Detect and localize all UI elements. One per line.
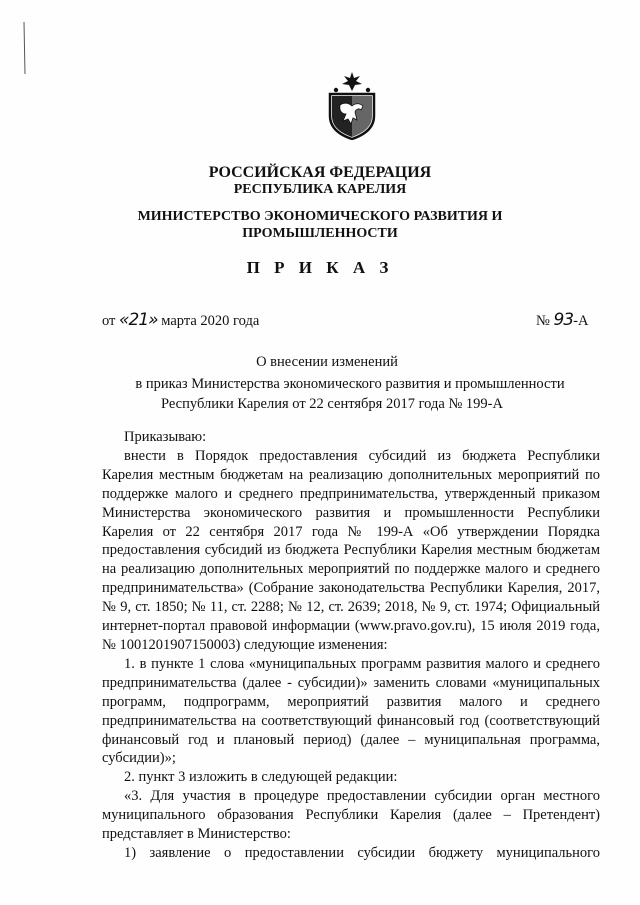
republic-name: РЕСПУБЛИКА КАРЕЛИЯ bbox=[233, 182, 407, 197]
paragraph-item-3-text: «3. Для участия в процедуре предоставлении субсидии орган местного муниципального образования Республики Карелия (далее – Претендент) представляет в Министерство: bbox=[102, 788, 600, 843]
karelia-coat-of-arms-icon bbox=[326, 72, 378, 140]
date-rest: марта 2020 года bbox=[161, 313, 260, 329]
ministry-name-line1: МИНИСТЕРСТВО ЭКОНОМИЧЕСКОГО РАЗВИТИЯ И bbox=[137, 209, 503, 224]
date-prefix: от bbox=[102, 313, 116, 329]
date-day-handwritten: «21» bbox=[119, 310, 158, 330]
paragraph-subitem-1: 1) заявление о предоставлении субсидии бюджету муниципального bbox=[124, 844, 600, 861]
number-handwritten: 93 bbox=[553, 310, 574, 330]
document-date bbox=[102, 310, 259, 330]
order-title-line3: Республики Карелия от 22 сентября 2017 года № 199-А bbox=[161, 396, 503, 412]
number-prefix: № bbox=[536, 313, 550, 329]
order-body bbox=[102, 428, 600, 863]
paragraph-amendment-intro: внести в Порядок предоставления субсидий из бюджета Республики Карелия местным бюджетам на реализацию дополнительных мероприятий по поддержке малого и среднего предпринимательства, утвержденный приказом Министерства экономического развития и промышленности Республики Карелия от 22 сентября 2017 года № 199-А «Об утверждении Порядка предоставления субсидий из бюджета Республики Карелия местным бюджетам на реализацию дополнительных мероприятий по поддержке малого и среднего предпринимательства» (Собрание законодательства Республики Карелия, 2017, № 9, ст. 1850; № 11, ст. 2288; № 12, ст. 2639; 2018, № 9, ст. 1974; Официальный интернет-портал правовой информации (www.pravo.gov.ru), 15 июля 2019 года, № 1001201907150003) следующие изменения: bbox=[102, 447, 600, 653]
number-suffix: -А bbox=[573, 313, 589, 329]
paragraph-item-1: 1. в пункте 1 слова «муниципальных программ развития малого и среднего предпринимательства (далее - субсидии)» заменить словами «муниципальных программ, подпрограмм, мероприятий развития малого и среднего предпринимательства на соответствующий финансовый год (соответствующий финансовый год и плановый период) (далее – муниципальная программа, субсидии)»; bbox=[102, 655, 600, 767]
order-title-line2: в приказ Министерства экономического развития и промышленности bbox=[135, 376, 565, 392]
document-number bbox=[536, 310, 588, 330]
ministry-name-line2: ПРОМЫШЛЕННОСТИ bbox=[242, 226, 398, 241]
order-title-line1: О внесении изменений bbox=[256, 354, 398, 370]
scan-margin-mark bbox=[23, 22, 26, 74]
document-type: П Р И К А З bbox=[246, 258, 394, 277]
paragraph-order-directive: Приказываю: bbox=[124, 429, 207, 445]
ministry-name bbox=[0, 208, 640, 242]
paragraph-item-2: 2. пункт 3 изложить в следующей редакции: bbox=[124, 769, 398, 786]
country-name: РОССИЙСКАЯ ФЕДЕРАЦИЯ bbox=[208, 164, 432, 181]
